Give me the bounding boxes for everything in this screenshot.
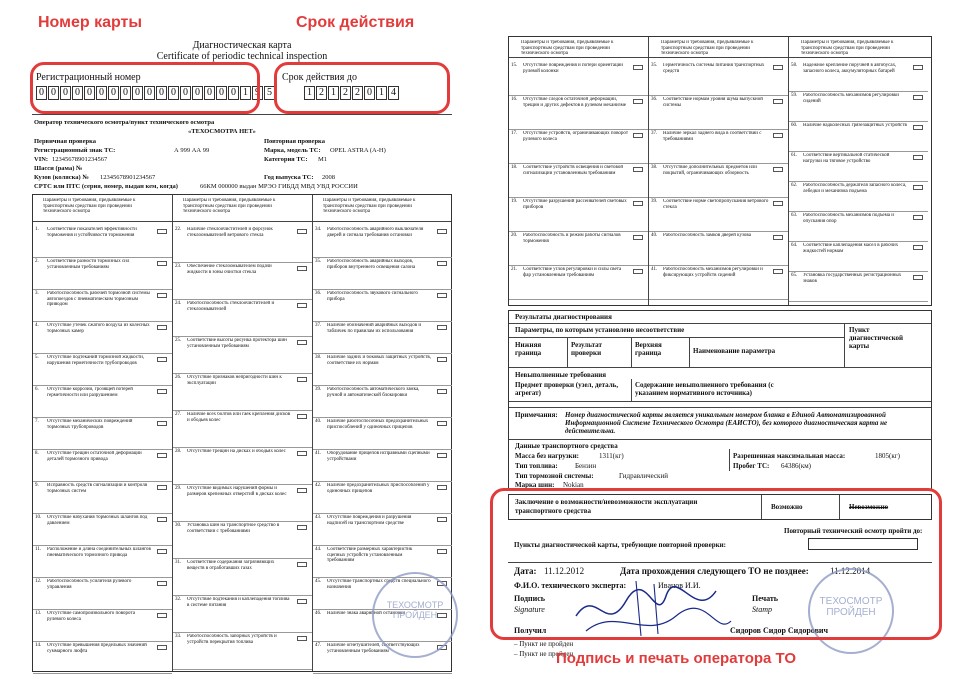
item-number: 41. [651, 267, 658, 272]
check-box [157, 613, 167, 618]
check-item: Наличие зеркал заднего вида в соответствии с требованиями [663, 131, 762, 142]
check-box [633, 235, 643, 240]
inspection-card-front [28, 36, 456, 674]
item-number: 7. [35, 419, 39, 424]
check-item: Наличие задних и боковых защитных устройств, соответствие их нормам [327, 355, 431, 366]
item-number: 4. [35, 323, 39, 328]
expert-value: Иванов И.И. [658, 581, 701, 590]
upper-bound: Верхняя граница [635, 341, 662, 357]
check-item: Соответствие норме светопропускания ветрового стекла [663, 199, 769, 210]
tyres-value: Nokian [563, 481, 584, 489]
item-number: 6. [35, 387, 39, 392]
check-box [913, 95, 923, 100]
digit-box: 0 [144, 86, 155, 100]
check-box [437, 517, 447, 522]
check-box [157, 357, 167, 362]
item-number: 20. [511, 233, 518, 238]
check-item: Работоспособность держателя запасного колеса, лебедки и механизма подъема [803, 183, 907, 194]
item-number: 21. [511, 267, 518, 272]
check-item: Отсутствие трещин остаточной деформации деталей тормозного привода [47, 451, 142, 462]
check-box [437, 421, 447, 426]
item-number: 30. [175, 523, 182, 528]
digit-box: 5 [264, 86, 275, 100]
year-label: Год выпуска ТС: [264, 174, 314, 181]
col-header-2: Параметры и требования, предъявляемые к транспортным средствам при проведении технического осмотра [183, 198, 276, 214]
item-number: 46. [315, 611, 322, 616]
check-box [633, 65, 643, 70]
item-number: 3. [35, 291, 39, 296]
item-number: 61. [791, 153, 798, 158]
check-item: Работоспособность замков дверей кузова [663, 233, 751, 238]
check-box [297, 488, 307, 493]
digit-box: 0 [36, 86, 47, 100]
item-number: 35. [651, 63, 658, 68]
check-item: Отсутствие разрушений рассеивателей световых приборов [523, 199, 627, 210]
highlight-card-number [30, 62, 260, 114]
item-number: 58. [791, 63, 798, 68]
check-box [913, 215, 923, 220]
item-number: 1. [35, 227, 39, 232]
digit-box: 0 [120, 86, 131, 100]
signature-label: Подпись [514, 594, 546, 603]
check-box [437, 325, 447, 330]
mass-label: Масса без нагрузки: [515, 452, 579, 460]
srts-label: СРТС или ПТС (серия, номер, выдан кем, когда) [34, 183, 178, 190]
subject-label: Предмет проверки (узел, деталь, агрегат) [515, 381, 619, 397]
item-number: 19. [511, 199, 518, 204]
check-item: Отсутствие механических повреждений тормозных трубопроводов [47, 419, 133, 430]
digit-box: 0 [192, 86, 203, 100]
failed-title: Невыполненные требования [515, 371, 607, 379]
digit-box: 2 [352, 86, 363, 100]
check-item: Надежное крепление поручней в автобусах, запасного колеса, аккумуляторных батарей [803, 63, 897, 74]
item-number: 31. [175, 560, 182, 565]
item-number: 29. [175, 486, 182, 491]
check-item: Соответствие содержания загрязняющих веществ в отработавших газах [187, 560, 275, 571]
check-box [773, 133, 783, 138]
check-item: Отсутствие повреждения и разрушения надписей на транспортном средстве [327, 515, 412, 526]
digit-box: 0 [132, 86, 143, 100]
check-box [157, 229, 167, 234]
item-number: 44. [315, 547, 322, 552]
expert-label: Ф.И.О. технического эксперта: [514, 581, 627, 590]
check-item: Работоспособность рабочей тормозной системы автопоездов с пневматическим тормозным приводом [47, 291, 150, 307]
max-mass-value: 1805(кг) [875, 452, 900, 460]
check-item: Работоспособность автоматического замка, ручной и автоматической блокировки [327, 387, 420, 398]
check-box [633, 133, 643, 138]
check-item: Отсутствие набухания тормозных шлангов под давлением [47, 515, 148, 526]
repeat-until-label: Повторный технический осмотр пройти до: [784, 527, 923, 535]
repeat-check: Повторная проверка [264, 138, 325, 145]
check-item: Отсутствие трещин на дисках и ободьях колес [187, 449, 286, 454]
digit-box: 0 [156, 86, 167, 100]
check-box [157, 485, 167, 490]
mileage-label: Пробег ТС: [733, 462, 770, 470]
check-item: Наличие огнетушителей, соответствующих установленным требованиям [327, 643, 420, 654]
check-item: Работоспособность механизмов подъема и опускания опор [803, 213, 894, 224]
check-item: Отсутствие подтеканий тормозной жидкости, нарушения герметичности трубопроводов [47, 355, 145, 366]
check-box [437, 485, 447, 490]
legend-pass: – Пункт не пройден [514, 640, 574, 648]
checks-table-right [508, 36, 932, 306]
check-item: Соответствие нормам уровня шума выпускной системы [663, 97, 763, 108]
item-number: 22. [175, 227, 182, 232]
check-item: Соответствие вертикальной статической нагрузки на тяговое устройство [803, 153, 890, 164]
item-number: 12. [35, 579, 42, 584]
reg-plate-label: Регистрационный знак ТС: [34, 147, 116, 154]
item-number: 64. [791, 243, 798, 248]
model-label: Марка, модель ТС: [264, 147, 321, 154]
check-box [297, 229, 307, 234]
signature-label-en: Signature [514, 605, 545, 614]
reg-plate-value: А 999 АА 99 [174, 147, 210, 154]
check-item: Соответствие размерных характеристик сцепных устройств установленным требованиям [327, 547, 413, 563]
check-item: Наличие работоспособных предохранительных приспособлений у одиночных прицепов [327, 419, 429, 430]
digit-box: 0 [84, 86, 95, 100]
impossible-option: Невозможно [849, 503, 889, 511]
item-number: 24. [175, 301, 182, 306]
card-title-ru: Диагностическая карта [192, 40, 292, 51]
check-item: Отсутствие превышения предельных значений суммарного люфта [47, 643, 147, 654]
check-item: Работоспособность запорных устройств и устройств перекрытия топлива [187, 634, 277, 645]
date-label: Дата: [514, 566, 537, 576]
check-item: Наличие всех болтов или гаек крепления дисков и ободьев колес [187, 412, 291, 423]
legend-fail: – Пункт не пройден [514, 650, 574, 658]
check-item: Герметичность системы питания транспортных средств [663, 63, 765, 74]
digit-box: 0 [204, 86, 215, 100]
check-box [913, 245, 923, 250]
check-item: Работоспособность механизмов регулировки сидений [803, 93, 899, 104]
stamp-label-en: Stamp [752, 605, 772, 614]
check-item: Работоспособность звукового сигнального прибора [327, 291, 418, 302]
digit-box: 0 [228, 86, 239, 100]
check-item: Соответствие высоты рисунка протектора шин установленным требованиям [187, 338, 287, 349]
check-item: Работоспособность усилителя рулевого управления [47, 579, 132, 590]
check-box [633, 99, 643, 104]
digit-box: 1 [328, 86, 339, 100]
highlight-validity [274, 62, 450, 114]
stamp-text-bottom: ПРОЙДЕН [826, 607, 876, 618]
fuel-value: Бензин [575, 462, 597, 470]
digit-box: 0 [168, 86, 179, 100]
digit-box: 0 [216, 86, 227, 100]
check-box [913, 275, 923, 280]
lower-bound: Нижняя граница [515, 341, 542, 357]
item-number: 34. [315, 227, 322, 232]
check-item: Отсутствие подтекания и каплепадения топлива в системе питания [187, 597, 290, 608]
check-item: Отсутствие повреждения и потери ориентации рулевой колонки [523, 63, 623, 74]
check-box [913, 185, 923, 190]
digit-box: 2 [340, 86, 351, 100]
item-number: 59. [791, 93, 798, 98]
check-item: Работоспособность аварийного выключателя дверей и сигнала требования остановки [327, 227, 424, 238]
check-box [157, 453, 167, 458]
note-label: Примечания: [515, 411, 558, 419]
stamp-text-top: ТЕХОСМОТР [819, 596, 883, 607]
check-box [633, 269, 643, 274]
check-item: Установка шин на транспортное средство в соответствии с требованиями [187, 523, 280, 534]
item-number: 2. [35, 259, 39, 264]
digit-box: 1 [240, 86, 251, 100]
next-date-value: 11.12.2014 [830, 566, 871, 576]
check-box [913, 65, 923, 70]
check-item: Отсутствие дополнительных предметов или покрытий, ограничивающих обзорность [663, 165, 757, 176]
col-header-1: Параметры и требования, предъявляемые к транспортным средствам при проведении технического осмотра [43, 198, 136, 214]
check-item: Работоспособность механизмов регулировки и фиксирующих устройств сидений [663, 267, 763, 278]
check-box [297, 562, 307, 567]
item-number: 25. [175, 338, 182, 343]
stamp-text-top-left: ТЕХОСМОТР [386, 600, 444, 610]
item-number: 39. [315, 387, 322, 392]
brake-label: Тип тормозной системы: [515, 472, 594, 480]
digit-box: 2 [316, 86, 327, 100]
check-item: Наличие обозначений аварийных выходов и табличек по правилам их использования [327, 323, 422, 334]
check-box [633, 167, 643, 172]
check-item: Обеспечение стеклоомывателем подачи жидкости в зоны очистки стекла [187, 264, 272, 275]
param-name: Наименование параметра [693, 347, 776, 355]
check-item: Отсутствие следов остаточной деформации, трещин и других дефектов в рулевом механизме [523, 97, 626, 108]
digit-box: 1 [304, 86, 315, 100]
check-box [437, 261, 447, 266]
max-mass-label: Разрешенная максимальная масса: [733, 452, 846, 460]
check-item: Отсутствие признаков непригодности шин к эксплуатации [187, 375, 282, 386]
check-item: Соответствие каплепадения масел в рабочих жидкостей нормам [803, 243, 899, 254]
check-item: Работоспособность и режим работы сигналов торможения [523, 233, 621, 244]
stamp-label: Печать [752, 594, 779, 603]
check-item: Расположение и длина соединительных шлангов пневматического тормозного привода [47, 547, 151, 558]
tyres-label: Марка шин: [515, 481, 555, 489]
check-box [157, 549, 167, 554]
digit-box: 9 [252, 86, 263, 100]
check-box [157, 389, 167, 394]
mass-value: 1311(кг) [599, 452, 624, 460]
body-label: Кузов (коляска) № [34, 174, 89, 181]
check-box [773, 167, 783, 172]
check-box [297, 525, 307, 530]
vehicle-data-title: Данные транспортного средства [515, 442, 618, 450]
item-number: 33. [175, 634, 182, 639]
annotation-signature-stamp: Подпись и печать оператора ТО [556, 650, 796, 667]
check-box [437, 453, 447, 458]
check-box [437, 549, 447, 554]
srts-value: 66КМ 000000 выдан МРЭО ГИБДД МВД УВД РОССИИ [200, 183, 358, 190]
check-item: Соответствие устройств освещения и световой сигнализации установленным требованиям [523, 165, 623, 176]
check-box [157, 325, 167, 330]
item-number: 47. [315, 643, 322, 648]
valid-until-label: Срок действия до [282, 72, 357, 83]
item-number: 36. [315, 291, 322, 296]
check-item: Отсутствие самопроизвольного поворота рулевого колеса [47, 611, 135, 622]
item-number: 32. [175, 597, 182, 602]
digit-box: 0 [96, 86, 107, 100]
check-box [773, 201, 783, 206]
received-value: Сидоров Сидор Сидорович [730, 626, 829, 635]
model-value: OPEL ASTRA (A-H) [330, 147, 386, 154]
next-date-label: Дата прохождения следующего ТО не позднее: [620, 566, 809, 576]
item-number: 10. [35, 515, 42, 520]
check-box [297, 266, 307, 271]
item-number: 39. [651, 199, 658, 204]
item-number: 37. [651, 131, 658, 136]
col-header-3: Параметры и требования, предъявляемые к транспортным средствам при проведении технического осмотра [323, 198, 416, 214]
check-box [437, 293, 447, 298]
check-item: Отсутствие транспортных средств специального назначения [327, 579, 431, 590]
check-box [437, 389, 447, 394]
operator-label: Оператор технического осмотра/пункт технического осмотра [34, 119, 215, 126]
check-box [773, 235, 783, 240]
check-box [157, 293, 167, 298]
conclusion-label: Заключение о возможности/невозможности эксплуатации транспортного средства [515, 498, 698, 515]
check-item: Оборудование прицепов исправными сцепными устройствами [327, 451, 430, 462]
digit-box: 0 [72, 86, 83, 100]
check-box [913, 155, 923, 160]
category-label: Категория ТС: [264, 156, 308, 163]
digit-box: 4 [388, 86, 399, 100]
category-value: M1 [318, 156, 328, 163]
item-number: 37. [315, 323, 322, 328]
vin-value: 12345678901234567 [52, 156, 108, 163]
item-number: 15. [511, 63, 518, 68]
possible-option: Возможно [771, 503, 803, 511]
digit-box: 0 [48, 86, 59, 100]
item-number: 11. [35, 547, 42, 552]
item-number: 9. [35, 483, 39, 488]
check-item: Наличие стеклоочистителей и форсунок стеклоомывателей ветрового стекла [187, 227, 273, 238]
check-box [297, 451, 307, 456]
item-number: 23. [175, 264, 182, 269]
item-number: 65. [791, 273, 798, 278]
digit-box: 1 [376, 86, 387, 100]
check-box [297, 377, 307, 382]
check-item: Наличие предохранительных приспособлений у одиночных прицепов [327, 483, 430, 494]
check-item: Отсутствие видимых нарушений формы и размеров крепежных отверстий в дисках колес [187, 486, 287, 497]
check-item: Соответствие показателей эффективности торможения и устойчивости торможения [47, 227, 137, 238]
vin-label: VIN: [34, 156, 49, 163]
item-number: 14. [35, 643, 42, 648]
check-item: Работоспособность аварийных выходов, приборов внутреннего освещения салона [327, 259, 416, 270]
check-box [633, 201, 643, 206]
item-number: 35. [315, 259, 322, 264]
digit-box: 0 [108, 86, 119, 100]
check-box [297, 599, 307, 604]
params-label: Параметры, по которым установлено несоответствие [515, 326, 685, 334]
check-box [157, 517, 167, 522]
item-number: 8. [35, 451, 39, 456]
results-table [508, 310, 932, 490]
check-item: Отсутствие коррозии, грозящей потерей герметичности или разрушением [47, 387, 133, 398]
digit-box: 0 [364, 86, 375, 100]
check-item: Соответствие разности тормозных сил установленным требованиям [47, 259, 130, 270]
result-check: Результат проверки [571, 341, 602, 357]
mileage-value: 64386(км) [781, 462, 811, 470]
item-number: 41. [315, 451, 322, 456]
item-number: 36. [651, 97, 658, 102]
date-value: 11.12.2012 [544, 566, 585, 576]
operator-name: «ТЕХОСМОТРА НЕТ» [188, 128, 256, 135]
check-box [773, 99, 783, 104]
item-number: 63. [791, 213, 798, 218]
item-number: 5. [35, 355, 39, 360]
digit-box: 0 [180, 86, 191, 100]
annotation-validity: Срок действия [296, 14, 415, 31]
check-box [297, 340, 307, 345]
item-number: 16. [511, 97, 518, 102]
r-col-header-2: Параметры и требования, предъявляемые к транспортным средствам при проведении технического осмотра [661, 40, 754, 56]
check-box [157, 645, 167, 650]
brake-value: Гидравлический [619, 472, 668, 480]
highlight-signature-block [490, 488, 942, 640]
item-number: 18. [511, 165, 518, 170]
check-box [297, 414, 307, 419]
annotation-card-number: Номер карты [38, 14, 143, 31]
body-value: 12345678901234567 [100, 174, 156, 181]
item-number: 28. [175, 449, 182, 454]
check-box [297, 636, 307, 641]
item-number: 40. [651, 233, 658, 238]
content-label: Содержание невыполненного требования (с указанием нормативного источника) [635, 381, 774, 397]
check-box [773, 269, 783, 274]
fuel-label: Тип топлива: [515, 462, 558, 470]
item-number: 43. [315, 515, 322, 520]
reg-number-label: Регистрационный номер [36, 72, 141, 83]
check-item: Работоспособность стеклоочистителей и стеклоомывателей [187, 301, 275, 312]
repeat-points-label: Пункты диагностической карты, требующие повторной проверки: [514, 541, 726, 549]
check-box [297, 303, 307, 308]
received-label: Получил [514, 626, 547, 635]
check-item: Наличие знака аварийной остановки [327, 611, 406, 616]
item-number: 42. [315, 483, 322, 488]
check-box [437, 357, 447, 362]
check-item: Отсутствие устройств, ограничивающих поворот рулевого колеса [523, 131, 629, 142]
item-number: 60. [791, 123, 798, 128]
check-item: Отсутствие утечек сжатого воздуха из колесных тормозных камер [47, 323, 150, 334]
stamp-text-bottom-left: ПРОЙДЕН [392, 610, 438, 620]
item-number: 45. [315, 579, 322, 584]
point-label: Пункт диагностической карты [849, 326, 904, 350]
item-number: 27. [175, 412, 182, 417]
r-col-header-1: Параметры и требования, предъявляемые к транспортным средствам при проведении технического осмотра [521, 40, 614, 56]
item-number: 38. [315, 355, 322, 360]
check-box [157, 421, 167, 426]
primary-check: Первичная проверка [34, 138, 96, 145]
check-box [437, 229, 447, 234]
note-text: Номер диагностической карты является уникальным номером бланка в Единой Автоматизированной Информационной Системе Технического Осмотра (ЕАИСТО), без которого диагностическая карта не действительна. [565, 411, 888, 435]
operator-stamp-left [372, 572, 458, 658]
item-number: 13. [35, 611, 42, 616]
chassis-label: Шасси (рама) № [34, 165, 83, 172]
item-number: 62. [791, 183, 798, 188]
card-title-en: Certificate of periodic technical inspection [156, 51, 328, 62]
check-box [157, 261, 167, 266]
results-title: Результаты диагностирования [515, 313, 612, 321]
item-number: 40. [315, 419, 322, 424]
check-item: Установка государственных регистрационных знаков [803, 273, 902, 284]
item-number: 17. [511, 131, 518, 136]
check-item: Наличие надколесных грязезащитных устройств [803, 123, 907, 128]
check-box [773, 65, 783, 70]
item-number: 26. [175, 375, 182, 380]
item-number: 38. [651, 165, 658, 170]
digit-box: 0 [60, 86, 71, 100]
r-col-header-3: Параметры и требования, предъявляемые к транспортным средствам при проведении технического осмотра [801, 40, 894, 56]
check-box [913, 125, 923, 130]
check-box [157, 581, 167, 586]
check-item: Исправность средств сигнализации и контроля тормозных систем [47, 483, 148, 494]
year-value: 2008 [322, 174, 335, 181]
check-item: Соответствие углов регулировки и силы света фар установленным требованиям [523, 267, 622, 278]
